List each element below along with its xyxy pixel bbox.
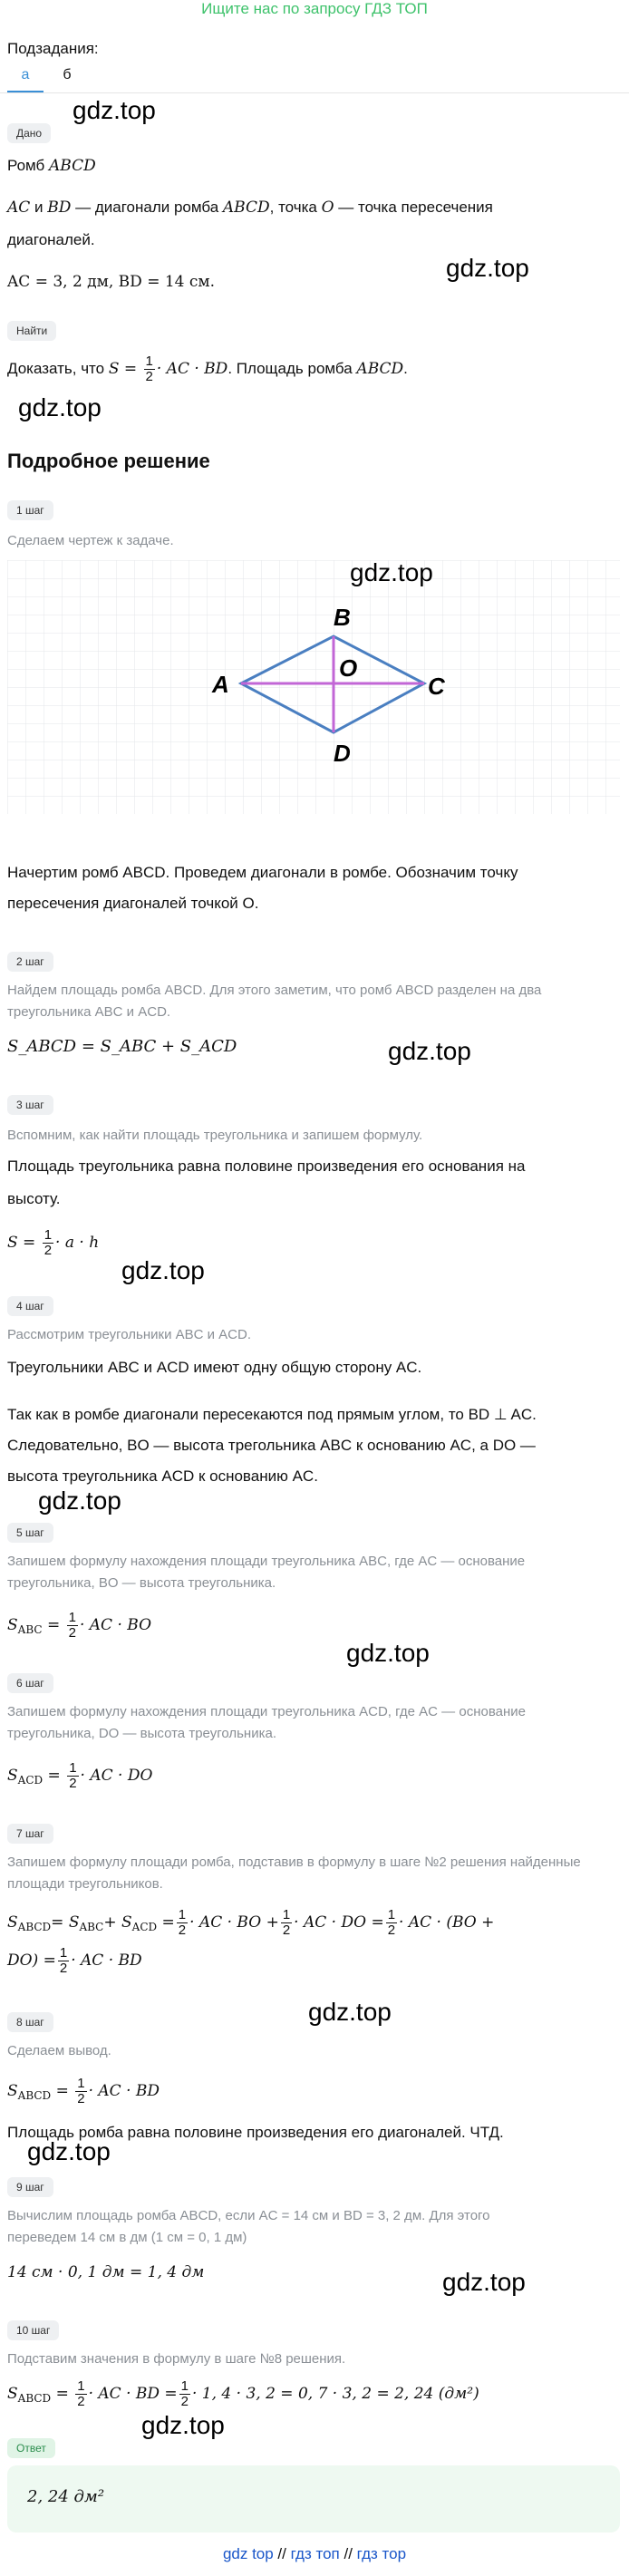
step4-chip: 4 шаг (7, 1296, 53, 1316)
step9-muted-1: Вычислим площадь ромба ABCD, если AC = 14 см и BD = 3, 2 дм. Для этого (7, 2208, 490, 2223)
watermark: gdz.top (141, 2411, 225, 2439)
step1-after-1: Начертим ромб ABCD. Проведем диагонали в ромбе. Обозначим точку (7, 864, 518, 881)
step5-chip: 5 шаг (7, 1523, 53, 1543)
step4-text-2: Так как в ромбе диагонали пересекаются под прямым углом, то BD ⊥ AC. (7, 1406, 537, 1423)
step8-muted: Сделаем вывод. (7, 2043, 111, 2058)
step3-text-1: Площадь треугольника равна половине произведения его основания на (7, 1157, 526, 1175)
step9-muted-2: переведем 14 см в дм (1 см = 0, 1 дм) (7, 2230, 247, 2245)
answer-box (7, 2465, 620, 2532)
step7-formula-2: DO) = $\frac{1}{2}$ · AC · BD (7, 1945, 142, 1977)
step10-formula: $S_{ABCD}$ = $\frac{1}{2}$ · AC · BD = $\frac{1}{2}$ · 1, 4 · 3, 2 = 0, 7 · 3, 2 = 2, 24 (дм²) (7, 2378, 479, 2410)
step7-muted-2: площади треугольников. (7, 1876, 163, 1892)
step4-text-1: Треугольники ABC и ACD имеют одну общую сторону AC. (7, 1359, 422, 1376)
step7-formula-1: $S_{ABCD}= S_{ABC}+ S_{ACD}$ = $\frac{1}{2}$ · AC · BO + $\frac{1}{2}$ · AC · DO = $\frac{1}{2}$ · AC · (BO + (7, 1907, 495, 1939)
step3-muted: Вспомним, как найти площадь треугольника и запишем формулу. (7, 1128, 423, 1143)
label-a: A (212, 671, 229, 698)
step7-muted-1: Запишем формулу площади ромба, подставив в формулу в шаге №2 решения найденные (7, 1855, 581, 1870)
step3-formula: S = $\frac{1}{2}$ · a · h (7, 1227, 100, 1259)
given-line-2: AC и BD — диагонали ромба ABCD, точка O — точка пересечения (7, 199, 493, 217)
label-o: O (339, 654, 358, 682)
step3-text-2: высоту. (7, 1190, 61, 1207)
step1-chip: 1 шаг (7, 500, 53, 520)
step4-text-4: высота треугольника ACD к основанию AC. (7, 1467, 318, 1485)
step10-chip: 10 шаг (7, 2320, 59, 2340)
label-d: D (334, 740, 351, 767)
step5-muted-1: Запишем формулу нахождения площади треугольника ABC, где AC — основание (7, 1554, 526, 1569)
step2-muted-2: треугольника ABC и ACD. (7, 1004, 171, 1020)
watermark: gdz.top (73, 96, 156, 124)
watermark: gdz.top (350, 558, 433, 586)
step8-chip: 8 шаг (7, 2012, 53, 2032)
given-line-4: AC = 3, 2 дм, BD = 14 см. (7, 273, 216, 291)
watermark: gdz.top (38, 1487, 121, 1515)
answer-value: 2, 24 дм² (27, 2487, 105, 2506)
tab-b[interactable] (58, 67, 76, 83)
step4-text-3: Следовательно, BO — высота трегольника ABC к основанию AC, а DO — (7, 1437, 536, 1454)
footer-link-3[interactable]: гдз тор (356, 2545, 407, 2562)
step10-muted: Подставим значения в формулу в шаге №8 решения. (7, 2351, 346, 2367)
find-chip: Найти (7, 321, 56, 341)
step3-chip: 3 шаг (7, 1095, 53, 1115)
watermark: gdz.top (27, 2137, 111, 2165)
answer-chip: Ответ (7, 2438, 55, 2458)
footer: gdz top // гдз топ // гдз тор (222, 2545, 407, 2562)
step4-muted: Рассмотрим треугольники ABC и ACD. (7, 1327, 252, 1342)
step7-chip: 7 шаг (7, 1824, 53, 1844)
given-chip: Дано (7, 123, 51, 143)
watermark: gdz.top (446, 254, 529, 282)
watermark: gdz.top (18, 393, 102, 421)
step6-chip: 6 шаг (7, 1673, 53, 1693)
step6-formula: $S_{ACD}$ = $\frac{1}{2}$ · AC · DO (7, 1760, 153, 1792)
step9-chip: 9 шаг (7, 2177, 53, 2197)
step5-muted-2: треугольника, BO — высота треугольника. (7, 1575, 276, 1591)
given-line-1: Ромб ABCD (7, 157, 96, 175)
rhombus-diagram (7, 560, 620, 814)
tabs-divider (0, 92, 629, 93)
subtasks-label: Подзадания: (7, 40, 99, 57)
watermark: gdz.top (388, 1037, 471, 1065)
step2-chip: 2 шаг (7, 952, 53, 972)
step8-formula: $S_{ABCD}$ = $\frac{1}{2}$ · AC · BD (7, 2076, 160, 2107)
step6-muted-1: Запишем формулу нахождения площади треугольника ACD, где AC — основание (7, 1704, 526, 1719)
step8-text: Площадь ромба равна половине произведения его диагоналей. ЧТД. (7, 2124, 504, 2141)
step9-formula: 14 см · 0, 1 дм = 1, 4 дм (7, 2263, 205, 2281)
label-b: B (334, 604, 351, 631)
given-line-3: диагоналей. (7, 231, 95, 248)
label-c: C (428, 673, 445, 700)
step2-muted-1: Найдем площадь ромба ABCD. Для этого заметим, что ромб ABCD разделен на два (7, 983, 542, 998)
tab-a-label: а (21, 67, 30, 82)
tab-b-label: б (63, 67, 72, 82)
step5-formula: $S_{ABC}$ = $\frac{1}{2}$ · AC · BO (7, 1610, 152, 1641)
watermark: gdz.top (121, 1256, 205, 1284)
tab-a[interactable] (7, 67, 44, 83)
find-line: Доказать, что S = $\frac{1}{2}$ · AC · BD. Площадь ромба ABCD. (7, 353, 408, 385)
step1-after-2: пересечения диагоналей точкой O. (7, 895, 259, 912)
top-banner[interactable]: Ищите нас по запросу ГДЗ ТОП (201, 0, 428, 17)
watermark: gdz.top (346, 1639, 430, 1667)
footer-link-1[interactable]: gdz top (222, 2545, 274, 2562)
watermark: gdz.top (308, 1998, 392, 2026)
step6-muted-2: треугольника, DO — высота треугольника. (7, 1726, 276, 1741)
footer-link-2[interactable]: гдз топ (290, 2545, 340, 2562)
solution-title: Подробное решение (7, 450, 210, 472)
step1-muted: Сделаем чертеж к задаче. (7, 533, 174, 548)
step2-formula: S_ABCD = S_ABC + S_ACD (7, 1037, 237, 1056)
watermark: gdz.top (442, 2268, 526, 2296)
